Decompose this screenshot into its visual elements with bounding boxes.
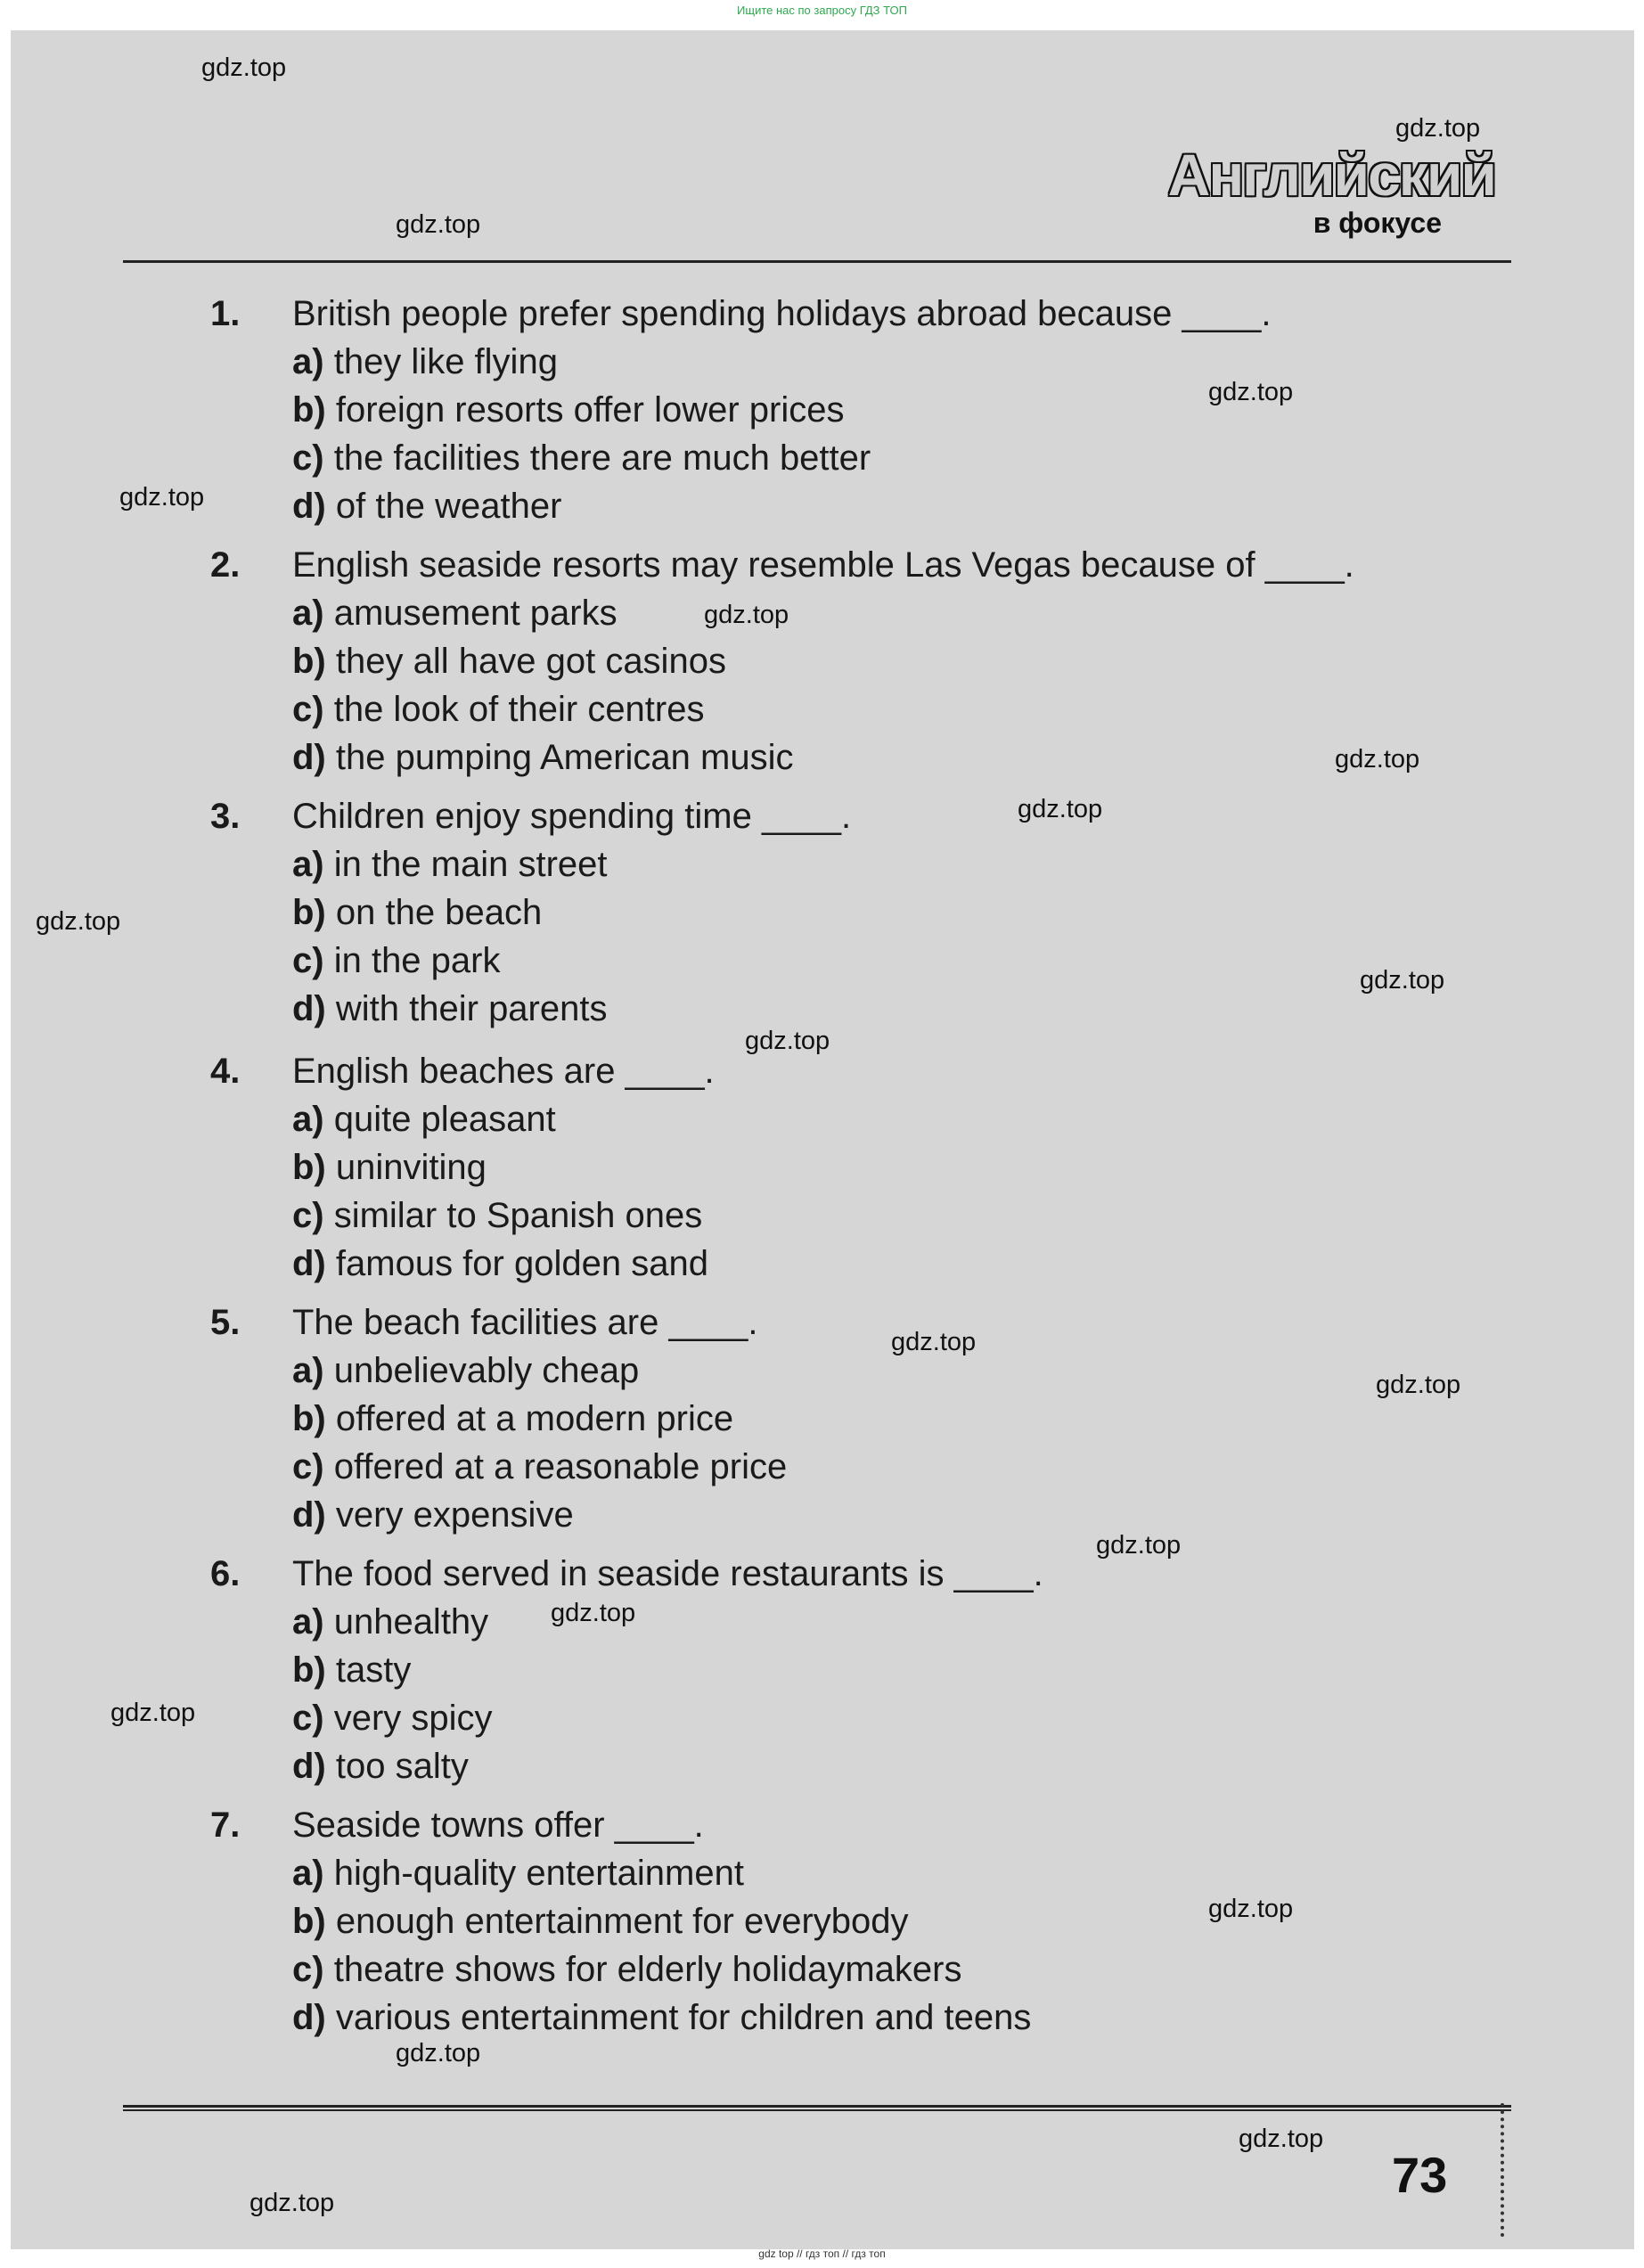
page-number: 73 [1392, 2147, 1448, 2203]
option-c: c) very spicy [292, 1699, 493, 1738]
option-d: d) the pumping American music [292, 738, 794, 777]
footer-rule [123, 2105, 1511, 2111]
option-c: c) theatre shows for elderly holidaymakers [292, 1950, 962, 1989]
watermark: gdz.top [1096, 1531, 1182, 1560]
option-d: d) very expensive [292, 1495, 574, 1535]
option-c: c) the look of their centres [292, 690, 705, 729]
header-rule [123, 260, 1511, 263]
watermark: gdz.top [551, 1599, 636, 1627]
watermark: gdz.top [745, 1027, 830, 1055]
page-edge-dots [1501, 2103, 1508, 2237]
watermark: gdz.top [704, 601, 789, 629]
watermark: gdz.top [1208, 378, 1294, 406]
option-b: b) tasty [292, 1650, 412, 1690]
option-a: a) unbelievably cheap [292, 1351, 640, 1390]
option-b: b) offered at a modern price [292, 1399, 734, 1438]
question-text: The beach facilities are ____. [292, 1303, 758, 1342]
question-number: 5. [210, 1303, 241, 1342]
book-logo [1167, 141, 1515, 248]
option-a: a) quite pleasant [292, 1100, 556, 1139]
question-text: Children enjoy spending time ____. [292, 797, 852, 836]
option-c: c) the facilities there are much better [292, 438, 871, 478]
watermark: gdz.top [1018, 795, 1103, 823]
option-a: a) unhealthy [292, 1602, 489, 1642]
watermark: gdz.top [396, 210, 481, 239]
option-d: d) with their parents [292, 989, 608, 1028]
watermark: gdz.top [1395, 114, 1481, 143]
question-text: English beaches are ____. [292, 1052, 715, 1091]
option-a: a) amusement parks [292, 594, 618, 633]
watermark: gdz.top [36, 907, 121, 936]
question-text: English seaside resorts may resemble Las Vegas because of ____. [292, 545, 1354, 585]
watermark: gdz.top [201, 53, 287, 82]
watermark: gdz.top [1335, 745, 1420, 774]
option-d: d) too salty [292, 1747, 469, 1786]
question-number: 7. [210, 1805, 241, 1845]
option-d: d) famous for golden sand [292, 1244, 708, 1283]
question-number: 6. [210, 1554, 241, 1593]
question-number: 4. [210, 1052, 241, 1091]
question-number: 3. [210, 797, 241, 836]
option-b: b) they all have got casinos [292, 642, 726, 681]
option-b: b) foreign resorts offer lower prices [292, 390, 845, 430]
question-number: 1. [210, 294, 241, 333]
option-a: a) in the main street [292, 845, 608, 884]
option-b: b) on the beach [292, 893, 543, 932]
watermark: gdz.top [1360, 966, 1445, 995]
watermark: gdz.top [249, 2189, 335, 2217]
watermark: gdz.top [1208, 1895, 1294, 1923]
watermark: gdz.top [1239, 2125, 1324, 2153]
watermark: gdz.top [110, 1699, 196, 1727]
logo-title: Английский [1167, 142, 1495, 208]
question-text: British people prefer spending holidays abroad because ____. [292, 294, 1272, 333]
watermark: gdz.top [891, 1328, 977, 1356]
option-a: a) high-quality entertainment [292, 1854, 744, 1893]
watermark: gdz.top [396, 2039, 481, 2067]
question-number: 2. [210, 545, 241, 585]
option-d: d) various entertainment for children and teens [292, 1998, 1032, 2037]
option-b: b) enough entertainment for everybody [292, 1902, 909, 1941]
option-c: c) in the park [292, 941, 501, 980]
logo-subtitle: в фокусе [1313, 207, 1442, 239]
top-banner[interactable]: Ищите нас по запросу ГДЗ ТОП [737, 4, 907, 17]
option-c: c) offered at a reasonable price [292, 1447, 788, 1486]
question-text: Seaside towns offer ____. [292, 1805, 704, 1845]
option-d: d) of the weather [292, 487, 562, 526]
bottom-banner[interactable]: gdz top // гдз топ // гдз топ [758, 2248, 886, 2260]
option-b: b) uninviting [292, 1148, 487, 1187]
option-c: c) similar to Spanish ones [292, 1196, 703, 1235]
question-text: The food served in seaside restaurants is ____. [292, 1554, 1043, 1593]
watermark: gdz.top [1376, 1371, 1461, 1399]
option-a: a) they like flying [292, 342, 558, 381]
watermark: gdz.top [119, 483, 205, 512]
